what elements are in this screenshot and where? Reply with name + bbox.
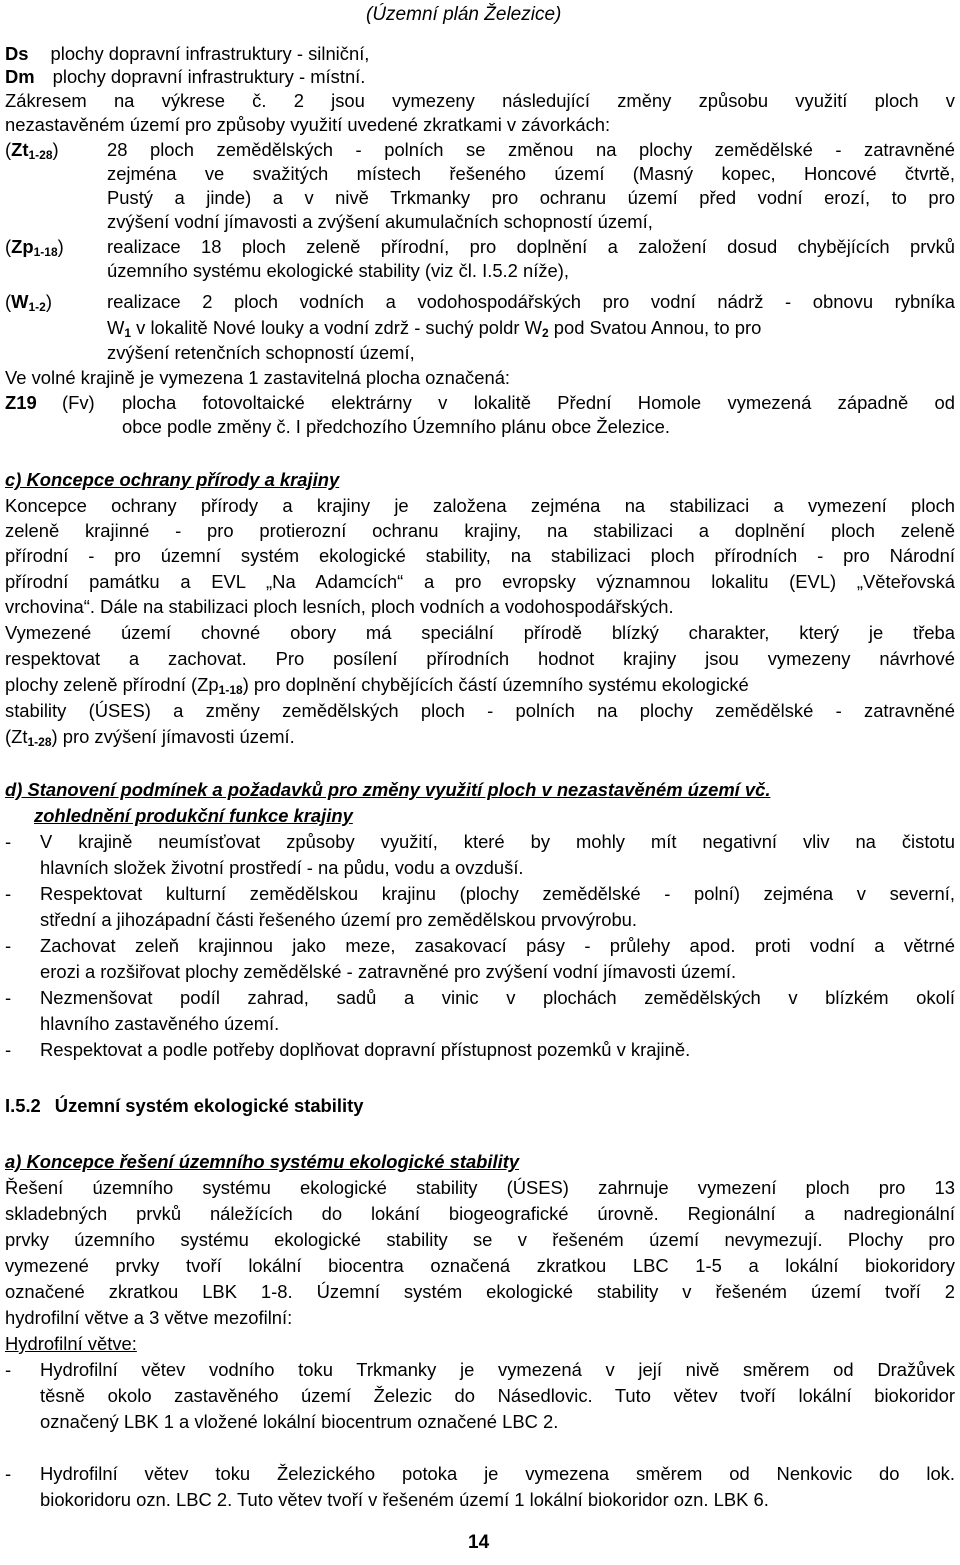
subscript: 1-18: [33, 245, 58, 259]
section-c-line: zeleně krajinné - pro protierozní ochranu krajiny, na stabilizaci a doplnění ploch zeleně: [5, 520, 955, 541]
section-a-line: Řešení územního systému ekologické stability (ÚSES) zahrnuje vymezení ploch pro 13: [5, 1177, 955, 1198]
text: pod Svatou Annou, to pro: [548, 317, 762, 338]
abbr-dm: [5, 65, 365, 89]
section-d-title: zohlednění produkční funkce krajiny: [34, 805, 353, 826]
abbr-text: plochy dopravní infrastruktury - místní.: [52, 66, 366, 87]
bullet-dash: -: [5, 935, 12, 956]
text: W: [107, 317, 125, 338]
w-line: zvýšení retenčních schopností území,: [107, 342, 415, 363]
hydro-line: Hydrofilní větev toku Železického potoka je vymezena směrem od Nenkovic do lok.: [40, 1463, 955, 1484]
section-c-line: [5, 673, 955, 697]
w-line: [107, 316, 761, 340]
bullet-line: hlavních složek životní prostředí - na půdu, vodu a ovzduší.: [40, 857, 524, 878]
abbr-code: Ds: [5, 43, 29, 64]
z19-code: [5, 391, 37, 415]
bullet-dash: -: [5, 883, 12, 904]
page-number: 14: [468, 1532, 490, 1553]
zp-code: $(Zp_{1-18})$: [5, 236, 64, 259]
section-a-line: skladebných prvků náležících do lokání biogeografické úrovně. Regionální a nadregionální: [5, 1203, 955, 1224]
hydro-line: Hydrofilní větev vodního toku Trkmanky je vymezená v její nivě směrem od Dražůvek: [40, 1359, 955, 1380]
subscript: 2: [541, 326, 549, 340]
text: v lokalitě Nové louky a vodní zdrž - suchý poldr W: [131, 317, 542, 338]
section-c-line: respektovat a zachovat. Pro posílení přírodních hodnot krajiny jsou vymezeny návrhové: [5, 648, 955, 669]
z19-fv: (Fv): [62, 392, 95, 413]
bullet-line: erozi a rozšiřovat plochy zemědělské - zatravněné pro zvýšení vodní jímavosti území.: [40, 961, 737, 982]
text: (Zt: [5, 726, 28, 747]
section-d-title: d) Stanovení podmínek a požadavků pro změny využití ploch v nezastavěném území vč.: [5, 779, 771, 800]
hydro-title: Hydrofilní větve:: [5, 1333, 137, 1354]
bullet-line: Zachovat zeleň krajinnou jako meze, zasakovací pásy - průlehy apod. proti vodní a větrné: [40, 935, 955, 956]
zt-line: zvýšení vodní jímavosti a zvýšení akumulačních schopností území,: [107, 211, 653, 232]
bullet-line: Respektovat kulturní zemědělskou krajinu (plochy zemědělské - polní) zejména v severní,: [40, 883, 955, 904]
hydro-line: těsně okolo zastavěného území Železic do Násedlovic. Tuto větev tvoří lokální biokoridor: [40, 1385, 955, 1406]
section-a-line: vymezené prvky tvoří lokální biocentra označená zkratkou LBC 1-5 a lokální biokoridory: [5, 1255, 955, 1276]
section-c-title: c) Koncepce ochrany přírody a krajiny: [5, 469, 340, 490]
section-c-line: Vymezené území chovné obory má speciální přírodě blízký charakter, který je třeba: [5, 622, 955, 643]
section-c-line: přírodní - pro územní systém ekologické stability, na stabilizaci ploch přírodních - pro Národní: [5, 545, 955, 566]
w-code: $(W_{1-2})$: [5, 291, 52, 314]
bullet-dash: -: [5, 1359, 12, 1380]
bullet-dash: -: [5, 831, 12, 852]
code: Z19: [5, 392, 37, 413]
section-title: Územní systém ekologické stability: [54, 1095, 364, 1116]
zt-code: $(Zt_{1-28})$: [5, 139, 59, 162]
intro-line: nezastavěném území pro způsoby využití uvedené zkratkami v závorkách:: [5, 114, 611, 135]
abbr-text: plochy dopravní infrastruktury - silniční,: [50, 43, 370, 64]
bullet-dash: -: [5, 1039, 12, 1060]
code: Zp: [11, 236, 34, 257]
zp-line: územního systému ekologické stability (viz čl. I.5.2 níže),: [107, 260, 569, 281]
subscript: 1-2: [28, 300, 46, 314]
bullet-line: střední a jihozápadní části řešeného území pro zemědělskou prvovýrobu.: [40, 909, 638, 930]
bullet-dash: -: [5, 987, 12, 1008]
zt-line: zejména ve svažitých místech řešeného území (Masný kopec, Honcové čtvrtě,: [107, 163, 955, 184]
zt-line: Pustý a jinde) a v nivě Trkmanky pro ochranu území před vodní erozí, to pro: [107, 187, 955, 208]
section-c-line: přírodní památku a EVL „Na Adamcích“ a pro evropsky významnou lokalitu (EVL) „Věteřovská: [5, 571, 955, 592]
code: Zt: [11, 139, 29, 160]
page-header: (Územní plán Železice): [366, 4, 562, 25]
section-a-title: a) Koncepce řešení územního systému ekologické stability: [5, 1151, 520, 1172]
text: ) pro doplnění chybějících částí územního systému ekologické: [242, 674, 749, 695]
section-c-line: vrchovina“. Dále na stabilizaci ploch lesních, ploch vodních a vodohospodářských.: [5, 596, 674, 617]
section-c-line: stability (ÚSES) a změny zemědělských ploch - polních na plochy zemědělské - zatravněné: [5, 700, 955, 721]
zp-line: realizace 18 ploch zeleně přírodní, pro doplnění a založení dosud chybějících prvků: [107, 236, 955, 257]
subscript: 1: [124, 326, 132, 340]
section-number: I.5.2: [5, 1095, 41, 1116]
subscript: 1-28: [27, 735, 52, 749]
hydro-line: biokoridoru ozn. LBC 2. Tuto větev tvoří v řešeném území 1 lokální biokoridor ozn. LBK 6.: [40, 1489, 769, 1510]
bullet-line: V krajině neumísťovat způsoby využití, které by mohly mít negativní vliv na čistotu: [40, 831, 955, 852]
subscript: 1-18: [218, 683, 243, 697]
bullet-line: Respektovat a podle potřeby doplňovat dopravní přístupnost pozemků v krajině.: [40, 1039, 691, 1060]
text: ) pro zvýšení jímavosti území.: [51, 726, 295, 747]
w-line: realizace 2 ploch vodních a vodohospodářských pro vodní nádrž - obnovu rybníka: [107, 291, 955, 312]
zt-line: 28 ploch zemědělských - polních se změnou na plochy zemědělské - zatravněné: [107, 139, 955, 160]
z19-line: plocha fotovoltaické elektrárny v lokalitě Přední Homole vymezená západně od: [122, 392, 955, 413]
bullet-line: Nezmenšovat podíl zahrad, sadů a vinic v plochách zemědělských v blízkém okolí: [40, 987, 955, 1008]
bullet-dash: -: [5, 1463, 12, 1484]
section-a-line: hydrofilní větve a 3 větve mezofilní:: [5, 1307, 293, 1328]
code: W: [11, 291, 29, 312]
hydro-line: označený LBK 1 a vložené lokální biocentrum označené LBC 2.: [40, 1411, 559, 1432]
intro-line: Zákresem na výkrese č. 2 jsou vymezeny následující změny způsobu využití ploch v: [5, 90, 955, 111]
abbr-ds: [5, 42, 369, 66]
subscript: 1-28: [28, 148, 53, 162]
text: plochy zeleně přírodní (Zp: [5, 674, 219, 695]
volne-line: Ve volné krajině je vymezena 1 zastavitelná plocha označená:: [5, 367, 511, 388]
section-a-line: označené zkratkou LBK 1-8. Územní systém ekologické stability v řešeném území tvoří 2: [5, 1281, 955, 1302]
section-152-heading: [5, 1094, 363, 1118]
section-a-line: prvky územního systému ekologické stability se v řešeném území nevymezují. Plochy pro: [5, 1229, 955, 1250]
section-c-line: [5, 725, 295, 749]
z19-line: obce podle změny č. I předchozího Územního plánu obce Železice.: [122, 416, 670, 437]
abbr-code: Dm: [5, 66, 35, 87]
bullet-line: hlavního zastavěného území.: [40, 1013, 280, 1034]
section-c-line: Koncepce ochrany přírody a krajiny je založena zejména na stabilizaci a vymezení ploch: [5, 495, 955, 516]
